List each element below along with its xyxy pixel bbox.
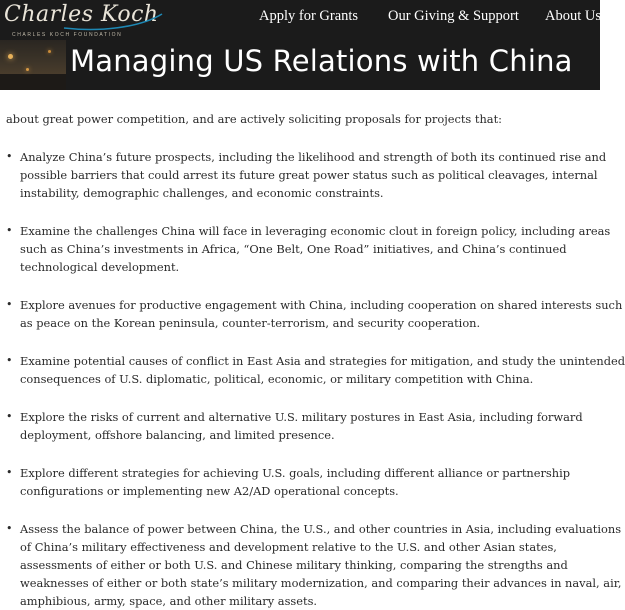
bullet-text-line: Explore different strategies for achieving U.S. goals, including different alliance or partnership — [20, 466, 571, 480]
bullet-text-line: as peace on the Korean peninsula, counter-terrorism, and security cooperation. — [20, 316, 481, 330]
bullet-icon: • — [6, 466, 13, 479]
header-photo — [0, 40, 66, 90]
logo-subtitle: CHARLES KOCH FOUNDATION — [12, 32, 123, 38]
bullet-icon: • — [6, 354, 13, 367]
site-header — [0, 0, 600, 90]
bullet-text-line: possible barriers that could arrest its future great power status such as political cleavages, internal — [20, 168, 598, 182]
bullet-text-line: Explore avenues for productive engagement with China, including cooperation on shared interests such — [20, 298, 623, 312]
bullet-text-line: assessments of either or both U.S. and Chinese military thinking, comparing the strengths and — [20, 558, 568, 572]
intro-text: about great power competition, and are actively soliciting proposals for projects that: — [6, 112, 503, 126]
bullet-text-line: configurations or implementing new A2/AD operational concepts. — [20, 484, 399, 498]
bullet-text-line: consequences of U.S. diplomatic, political, economic, or military competition with China. — [20, 372, 534, 386]
bullet-text-line: Examine the challenges China will face in leveraging economic clout in foreign policy, including areas — [20, 224, 611, 238]
page-title: Managing US Relations with China — [70, 44, 573, 78]
bullet-text-line: Analyze China’s future prospects, including the likelihood and strength of both its continued rise and — [20, 150, 607, 164]
bullet-text-line: amphibious, army, space, and other military assets. — [20, 594, 318, 608]
nav-our-giving-support[interactable]: Our Giving & Support — [388, 8, 519, 24]
logo-wordmark: Charles Koch — [4, 2, 159, 27]
bullet-text-line: such as China’s investments in Africa, “One Belt, One Road” initiatives, and China’s continued — [20, 242, 567, 256]
main-navigation — [0, 8, 600, 28]
bullet-text-line: Assess the balance of power between China, the U.S., and other countries in Asia, including evaluations — [20, 522, 622, 536]
bullet-icon: • — [6, 298, 13, 311]
bullet-icon: • — [6, 410, 13, 423]
bullet-text-line: Examine potential causes of conflict in East Asia and strategies for mitigation, and study the unintended — [20, 354, 625, 368]
bullet-text-line: technological development. — [20, 260, 180, 274]
bullet-icon: • — [6, 224, 13, 237]
nav-apply-for-grants[interactable]: Apply for Grants — [259, 8, 359, 24]
bullet-text-line: of China’s military effectiveness and development relative to the U.S. and other Asian states, — [20, 540, 557, 554]
bullet-icon: • — [6, 150, 13, 163]
bullet-text-line: instability, demographic challenges, and economic constraints. — [20, 186, 384, 200]
bullet-text-line: Explore the risks of current and alternative U.S. military postures in East Asia, including forward — [20, 410, 583, 424]
bullet-text-line: deployment, offshore balancing, and limited presence. — [20, 428, 335, 442]
nav-about-us[interactable]: About Us — [545, 8, 601, 24]
bullet-text-line: weaknesses of either or both state’s military modernization, and comparing their advances in naval, air, — [20, 576, 622, 590]
bullet-icon: • — [6, 522, 13, 535]
